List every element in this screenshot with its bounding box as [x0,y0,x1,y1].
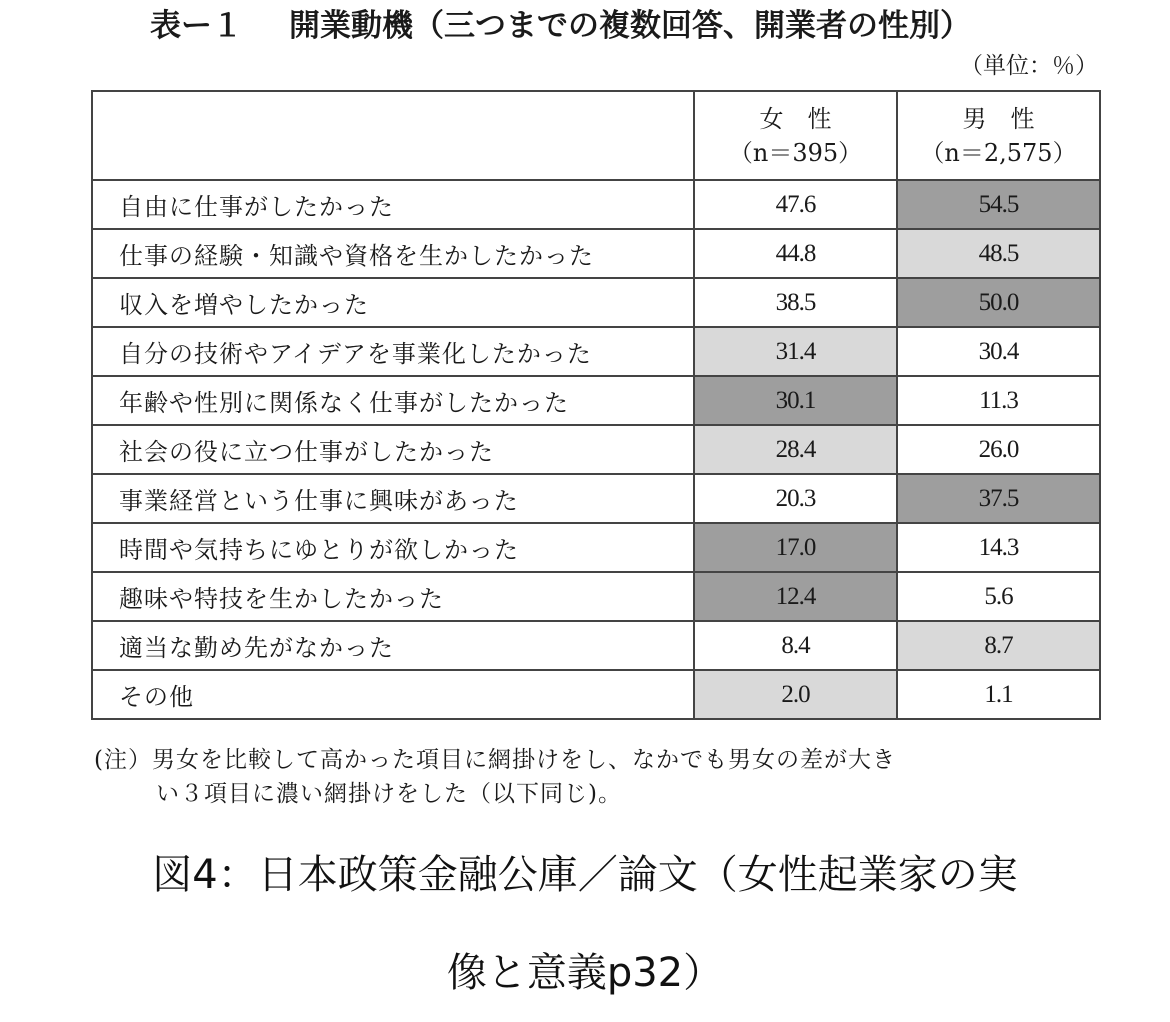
female-value: 20.3 [694,474,897,523]
female-value: 30.1 [694,376,897,425]
note-line-2: い３項目に濃い網掛けをした（以下同じ)。 [156,781,622,807]
motivation-table [91,90,1101,720]
male-value: 1.1 [897,670,1100,719]
header-female-label: 女 性 [759,104,832,133]
row-label: 事業経営という仕事に興味があった [92,474,694,523]
caption-line-2: 像と意義p32） [446,950,724,996]
female-value: 8.4 [694,621,897,670]
table-number: 表ー１ [150,8,243,44]
row-label: 仕事の経験・知識や資格を生かしたかった [92,229,694,278]
male-value: 26.0 [897,425,1100,474]
header-female [694,91,897,180]
table-title-text: 開業動機（三つまでの複数回答、開業者の性別） [289,8,971,44]
male-value: 8.7 [897,621,1100,670]
table-row [92,278,1100,327]
row-label: その他 [92,670,694,719]
row-label: 収入を増やしたかった [92,278,694,327]
male-value: 50.0 [897,278,1100,327]
row-label: 趣味や特技を生かしたかった [92,572,694,621]
female-value: 38.5 [694,278,897,327]
header-male-label: 男 性 [962,104,1035,133]
header-female-n: （n＝395） [728,138,863,167]
caption-line-1: 図4：日本政策金融公庫／論文（女性起業家の実 [152,852,1018,898]
female-value: 17.0 [694,523,897,572]
table-row [92,670,1100,719]
header-male [897,91,1100,180]
female-value: 44.8 [694,229,897,278]
male-value: 30.4 [897,327,1100,376]
female-value: 2.0 [694,670,897,719]
male-value: 11.3 [897,376,1100,425]
note-line-1: (注）男女を比較して高かった項目に網掛けをし、なかでも男女の差が大き [94,747,896,773]
table-row [92,376,1100,425]
female-value: 12.4 [694,572,897,621]
female-value: 28.4 [694,425,897,474]
row-label: 自由に仕事がしたかった [92,180,694,229]
table-row [92,621,1100,670]
table-note [94,743,1104,811]
row-label: 自分の技術やアイデアを事業化したかった [92,327,694,376]
male-value: 14.3 [897,523,1100,572]
male-value: 54.5 [897,180,1100,229]
header-empty-cell [92,91,694,180]
row-label: 年齢や性別に関係なく仕事がしたかった [92,376,694,425]
table-row [92,327,1100,376]
table-row [92,425,1100,474]
header-male-n: （n＝2,575） [920,138,1077,167]
male-value: 37.5 [897,474,1100,523]
table-row [92,180,1100,229]
row-label: 社会の役に立つ仕事がしたかった [92,425,694,474]
female-value: 47.6 [694,180,897,229]
table-row [92,229,1100,278]
table-row [92,474,1100,523]
figure-caption [0,826,1170,1022]
female-value: 31.4 [694,327,897,376]
unit-label: （単位：％） [960,53,1098,79]
row-label: 適当な勤め先がなかった [92,621,694,670]
row-label: 時間や気持ちにゆとりが欲しかった [92,523,694,572]
male-value: 48.5 [897,229,1100,278]
table-row [92,572,1100,621]
table-title [150,4,1050,48]
table-header-row [92,91,1100,180]
male-value: 5.6 [897,572,1100,621]
table-row [92,523,1100,572]
